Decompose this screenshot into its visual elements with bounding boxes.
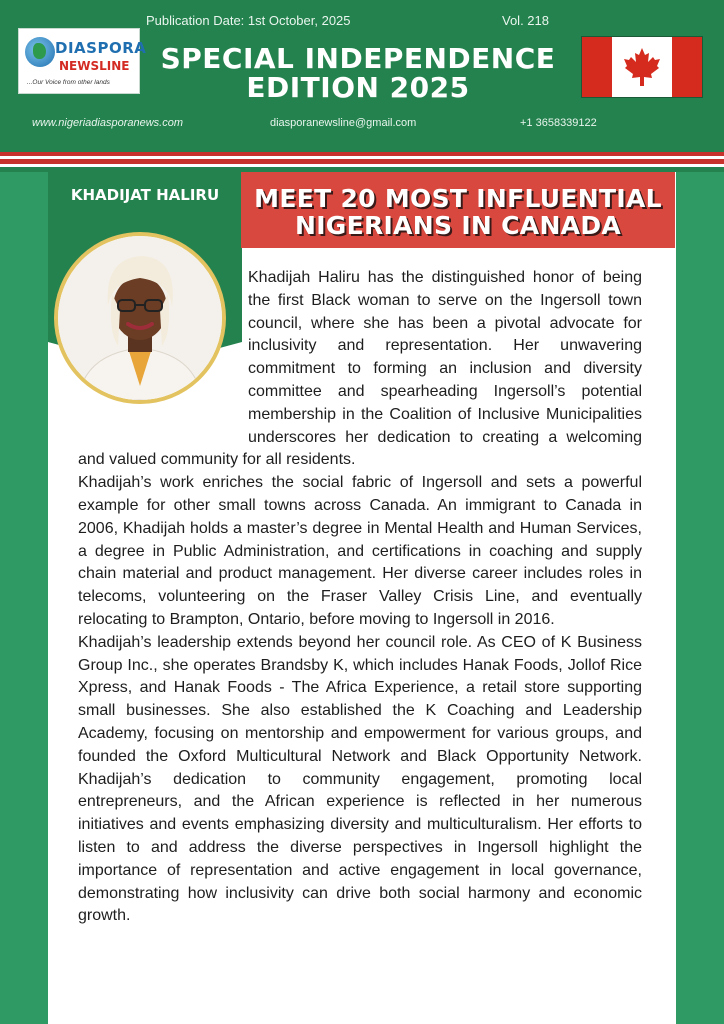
maple-leaf-icon — [622, 46, 662, 88]
article-paragraph: Khadijah’s leadership extends beyond her council role. As CEO of K Business Group Inc., she operates Brandsby K, which includes Hanak Foods, Jollof Rice Xpress, and Hanak Foods - The Africa Experience, a retail store supporting small businesses. She also established the K Coaching and Leadership Academy, focusing on mentorship and empowerment for various groups, and founded the Oxford Multicultural Network and Black Opportunity Network. Khadijah’s dedication to community engagement, promoting local entrepreneurs, and the African experience is reflected in her numerous initiatives and events emphasizing diversity and multiculturalism. Her efforts to listen to and address the diverse perspectives in Ingersoll highlight the importance of representation and active engagement in local governance, demonstrating how inclusivity can drive both social harmony and economic growth. — [78, 633, 642, 925]
volume-number: Vol. 218 — [502, 13, 549, 28]
canada-flag-icon — [581, 36, 703, 98]
edition-title-line1: SPECIAL INDEPENDENCE — [160, 42, 556, 75]
email-link[interactable]: diasporanewsline@gmail.com — [270, 117, 417, 129]
article-paragraph: Khadijah’s work enriches the social fabric of Ingersoll and sets a powerful example for other small towns across Canada. An immigrant to Canada in 2006, Khadijah holds a master’s degree in Mental Health and Human Services, a degree in Public Administration, and certifications in coaching and supply chain material and product management. Her diverse career includes roles in telecoms, volunteering on the Fraser Valley Crisis Line, and eventually relocating to Brampton, Ontario, before moving to Ingersoll in 2016. — [78, 474, 642, 628]
headline-line2: NIGERIANS IN CANADA — [294, 211, 622, 240]
diaspora-newsline-logo[interactable] — [18, 28, 147, 94]
profile-name: KHADIJAT HALIRU — [70, 186, 220, 204]
headline-banner — [241, 172, 675, 248]
masthead — [0, 0, 724, 152]
globe-icon — [25, 37, 55, 67]
website-link[interactable]: www.nigeriadiasporanews.com — [32, 117, 184, 129]
headline-line1: MEET 20 MOST INFLUENTIAL — [254, 184, 662, 213]
article-body — [78, 267, 642, 928]
edition-title — [148, 44, 568, 102]
edition-title-line2: EDITION 2025 — [246, 71, 470, 104]
publication-date: Publication Date: 1st October, 2025 — [146, 13, 351, 28]
phone-number: +1 3658339122 — [520, 117, 597, 129]
article-panel — [48, 172, 676, 1024]
logo-tagline: ...Our Voice from other lands — [27, 79, 110, 86]
logo-line2: NEWSLINE — [59, 59, 130, 73]
article-paragraph: Khadijah Haliru has the distinguished honor of being the first Black woman to serve on the Ingersoll town council, where she has been a pivotal advocate for inclusivity and representation. Her unwavering commitment to forming an inclusion and diversity committee and spearheading Ingersoll’s potential membership in the Coalition of Inclusive Municipalities underscores her dedication to creating a welcoming and valued community for all residents. — [78, 269, 642, 469]
headline — [241, 185, 675, 239]
logo-line1: DIASPORA — [55, 39, 147, 57]
